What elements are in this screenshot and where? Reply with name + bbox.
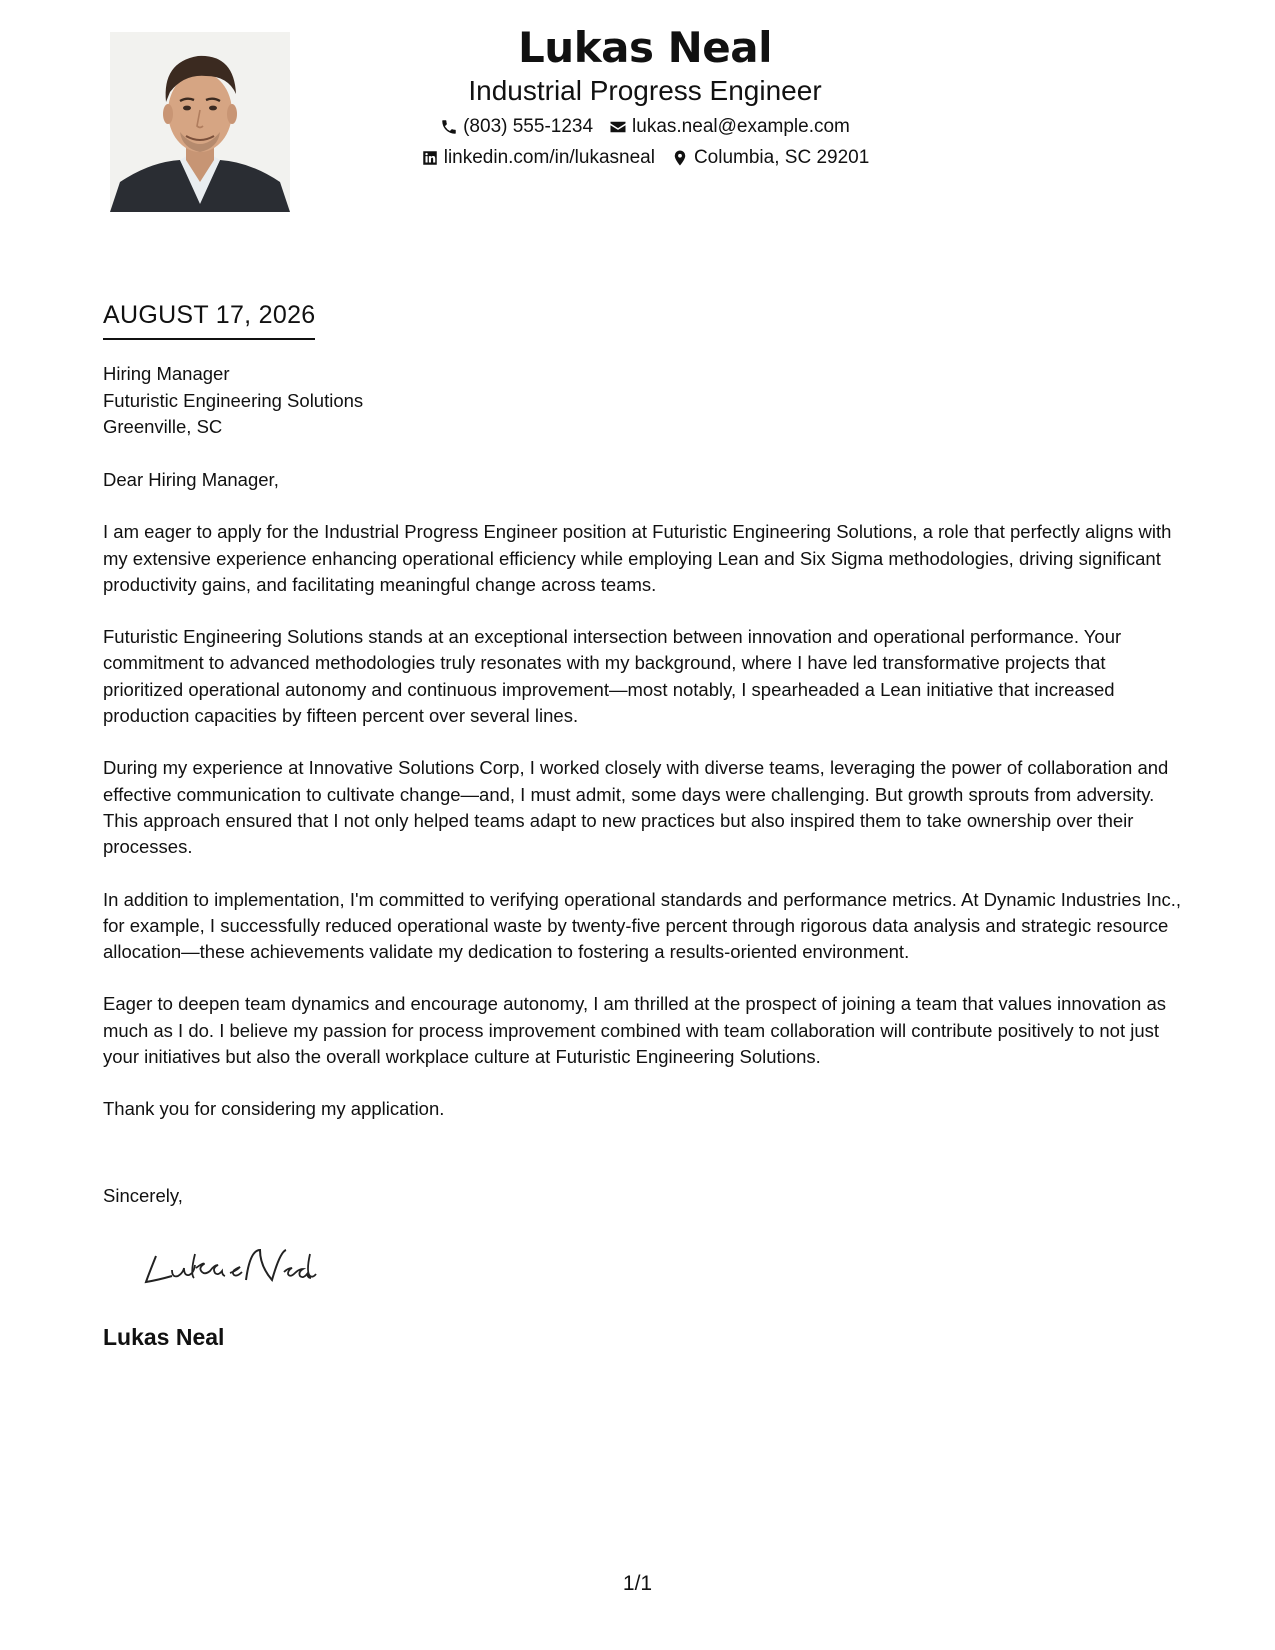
linkedin-icon: [421, 149, 439, 167]
location-contact: [671, 147, 869, 169]
recipient-block: [103, 361, 363, 441]
phone-icon: [440, 118, 458, 136]
linkedin-contact[interactable]: [421, 147, 655, 169]
handwritten-signature: [138, 1236, 328, 1294]
contact-row-1: [300, 116, 990, 138]
signed-name: Lukas Neal: [103, 1324, 225, 1350]
email-contact[interactable]: [609, 116, 850, 138]
letter-date: AUGUST 17, 2026: [103, 300, 315, 340]
body-paragraph: Eager to deepen team dynamics and encourage autonomy, I am thrilled at the prospect of joining a team that values innovation as much as I do. I believe my passion for process improvement combined with team collaboration will contribute positively to not just your initiatives but also the overall workplace culture at Futuristic Engineering Solutions.: [103, 993, 1167, 1068]
body-paragraph: During my experience at Innovative Solutions Corp, I worked closely with diverse teams, leveraging the power of collaboration and effective communication to cultivate change—and, I must admit, some days were challenging. But growth sprouts from adversity. This approach ensured that I not only helped teams adapt to new practices but also inspired them to take ownership over their processes.: [103, 757, 1169, 858]
page-number: 1/1: [622, 1572, 653, 1595]
phone-number: (803) 555-1234: [463, 116, 594, 137]
email-address: lukas.neal@example.com: [632, 116, 850, 137]
applicant-name: Lukas Neal: [518, 23, 772, 72]
body-paragraph: Futuristic Engineering Solutions stands at an exceptional intersection between innovation and operational performance. Your commitment to advanced methodologies truly resonates with my background, where I have led transformative projects that prioritized operational autonomy and continuous improvement—most notably, I spearheaded a Lean initiative that increased production capacities by fifteen percent over several lines.: [103, 626, 1122, 727]
recipient-line: Futuristic Engineering Solutions: [103, 389, 364, 411]
body-paragraph: I am eager to apply for the Industrial Progress Engineer position at Futuristic Engineering Solutions, a role that perfectly aligns with my extensive experience enhancing operational efficiency while employing Lean and Six Sigma methodologies, driving significant productivity gains, and facilitating meaningful change across teams.: [103, 521, 1172, 595]
profile-photo: [110, 32, 290, 212]
closing: Sincerely,: [103, 1185, 183, 1206]
letter-header: [300, 22, 990, 169]
location-text: Columbia, SC 29201: [693, 147, 870, 168]
recipient-line: Hiring Manager: [103, 363, 230, 384]
letter-body: [103, 467, 1183, 1149]
job-title: Industrial Progress Engineer: [468, 75, 822, 106]
envelope-icon: [609, 118, 627, 136]
recipient-line: Greenville, SC: [103, 416, 223, 437]
phone-contact[interactable]: [440, 116, 593, 138]
body-paragraph: Thank you for considering my application.: [103, 1098, 445, 1120]
linkedin-url: linkedin.com/in/lukasneal: [443, 147, 655, 168]
salutation: Dear Hiring Manager,: [103, 469, 279, 490]
contact-row-2: [300, 147, 990, 169]
map-pin-icon: [671, 149, 689, 167]
body-paragraph: In addition to implementation, I'm committed to verifying operational standards and performance metrics. At Dynamic Industries Inc., for example, I successfully reduced operational waste by twenty-five percent through rigorous data analysis and strategic resource allocation—these achievements validate my dedication to fostering a results-oriented environment.: [103, 888, 1182, 963]
